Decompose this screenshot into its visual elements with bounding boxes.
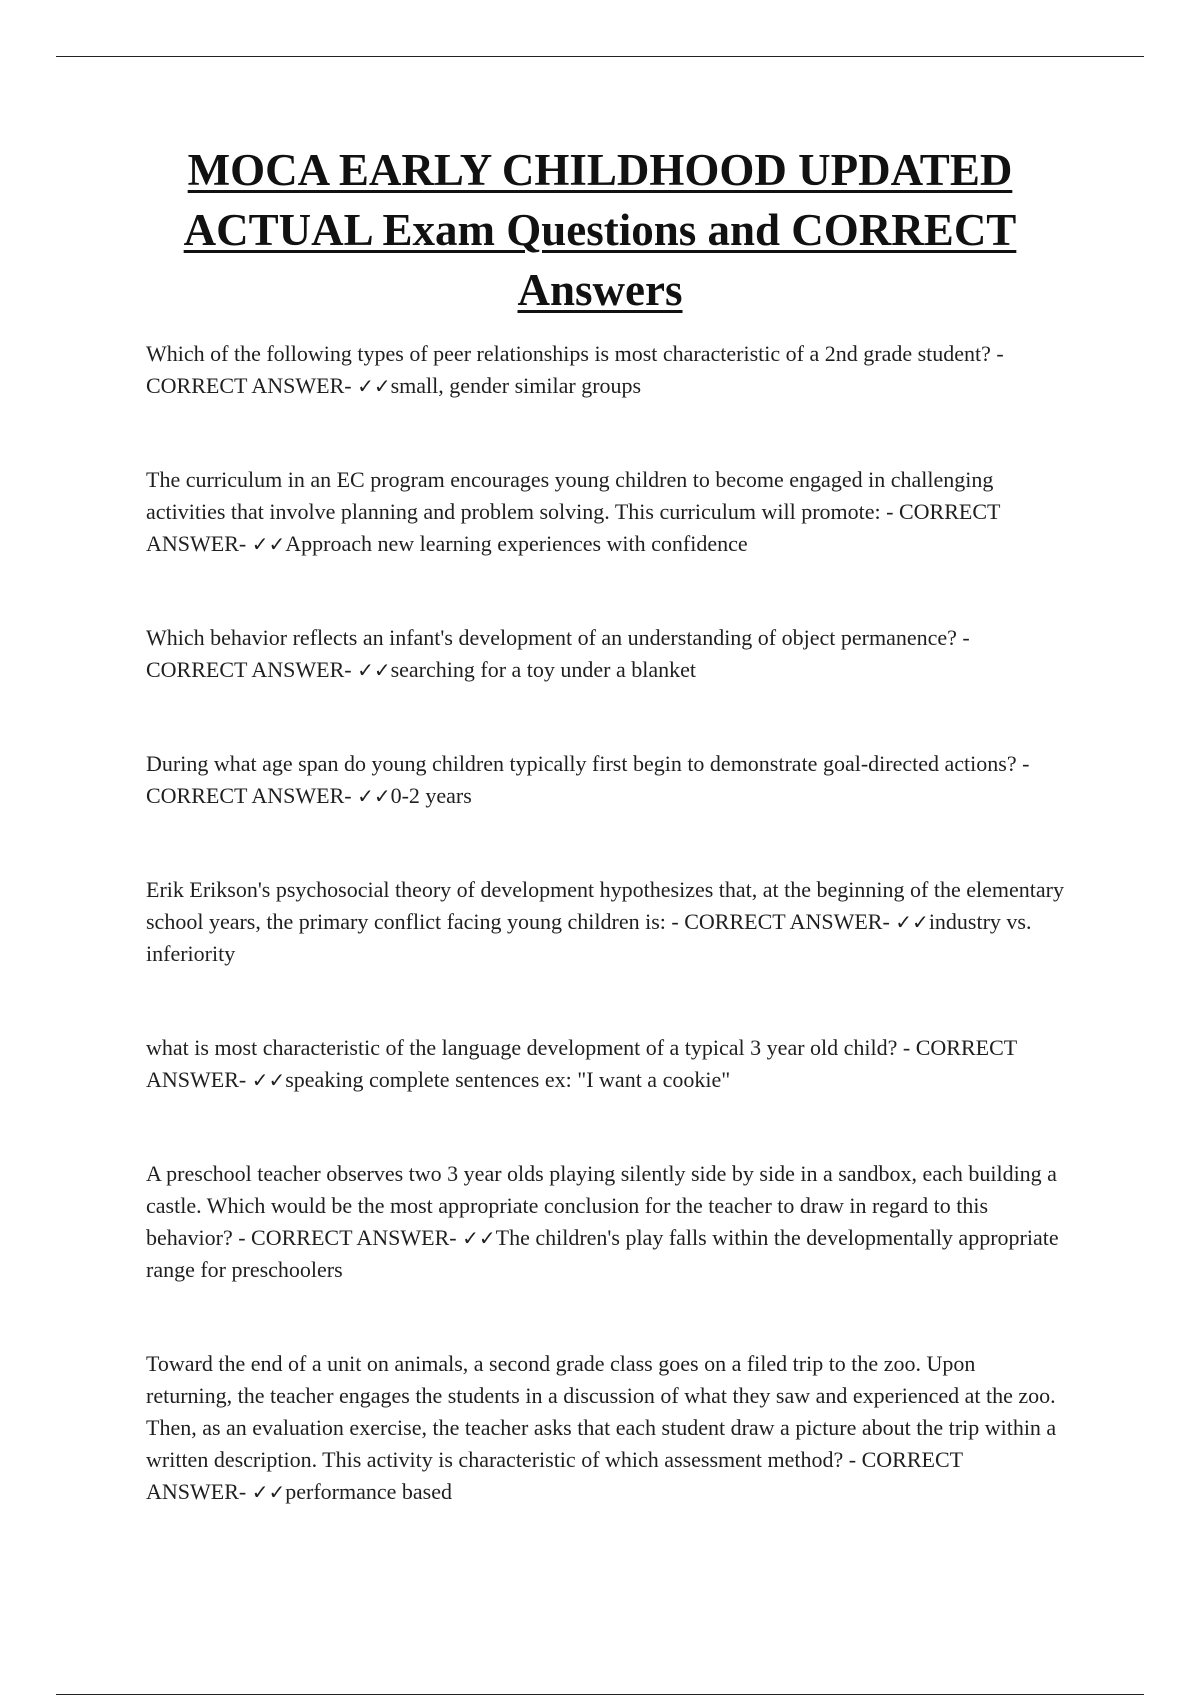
answer-text: small, gender similar groups xyxy=(390,373,642,398)
answer-text: searching for a toy under a blanket xyxy=(390,657,697,682)
page-title: MOCA EARLY CHILDHOOD UPDATED ACTUAL Exam Questions and CORRECT Answers xyxy=(183,145,1017,315)
answer-prefix: - CORRECT ANSWER- xyxy=(146,499,1001,556)
answer-prefix: - CORRECT ANSWER- xyxy=(146,625,970,682)
qa-item xyxy=(146,1158,1066,1286)
double-check-icon: ✓✓ xyxy=(251,1480,286,1504)
question-text: Erik Erikson's psychosocial theory of development hypothesizes that, at the beginning of the elementary school years, the primary conflict facing young children is: xyxy=(146,877,1064,934)
answer-prefix: - CORRECT ANSWER- xyxy=(146,1035,1017,1092)
question-text: A preschool teacher observes two 3 year olds playing silently side by side in a sandbox, each building a castle. Which would be the most appropriate conclusion for the teacher to draw in regard to this behavior? xyxy=(146,1161,1057,1250)
bottom-rule xyxy=(56,1694,1144,1695)
double-check-icon: ✓✓ xyxy=(357,784,391,808)
answer-text: The children's play falls within the developmentally appropriate range for preschoolers xyxy=(146,1225,1059,1282)
qa-item xyxy=(146,464,1066,560)
double-check-icon: ✓✓ xyxy=(251,532,286,556)
question-text: Which behavior reflects an infant's development of an understanding of object permanence? xyxy=(146,625,957,650)
answer-prefix: - CORRECT ANSWER- xyxy=(146,1447,963,1504)
double-check-icon: ✓✓ xyxy=(251,1068,286,1092)
qa-list xyxy=(146,338,1066,1570)
question-text: what is most characteristic of the language development of a typical 3 year old child? xyxy=(146,1035,898,1060)
double-check-icon: ✓✓ xyxy=(357,658,391,682)
top-rule xyxy=(56,56,1144,57)
double-check-icon: ✓✓ xyxy=(357,374,391,398)
double-check-icon: ✓✓ xyxy=(895,910,929,934)
question-text: Toward the end of a unit on animals, a second grade class goes on a filed trip to the zoo. Upon returning, the teacher engages the students in a discussion of what they saw and experienced at the zoo. Then, as an evaluation exercise, the teacher asks that each student draw a picture about the trip within a written description. This activity is characteristic of which assessment method? xyxy=(146,1351,1057,1472)
double-check-icon: ✓✓ xyxy=(462,1226,496,1250)
answer-prefix: - CORRECT ANSWER- xyxy=(146,341,1004,398)
answer-text: industry vs. inferiority xyxy=(146,909,1032,966)
qa-item xyxy=(146,1032,1066,1096)
qa-item xyxy=(146,1348,1066,1508)
qa-item xyxy=(146,622,1066,686)
question-text: The curriculum in an EC program encourages young children to become engaged in challenging activities that involve planning and problem solving. This curriculum will promote: xyxy=(146,467,994,524)
question-text: During what age span do young children typically first begin to demonstrate goal-directed actions? xyxy=(146,751,1017,776)
qa-item xyxy=(146,874,1066,970)
answer-prefix: - CORRECT ANSWER- xyxy=(146,751,1030,808)
answer-prefix: - CORRECT ANSWER- xyxy=(238,1225,457,1250)
answer-text: speaking complete sentences ex: "I want a cookie" xyxy=(285,1067,731,1092)
answer-prefix: - CORRECT ANSWER- xyxy=(671,909,890,934)
qa-item xyxy=(146,748,1066,812)
answer-text: performance based xyxy=(285,1479,452,1504)
answer-text: 0-2 years xyxy=(390,783,472,808)
answer-text: Approach new learning experiences with confidence xyxy=(285,531,748,556)
qa-item xyxy=(146,338,1066,402)
question-text: Which of the following types of peer relationships is most characteristic of a 2nd grade student? xyxy=(146,341,991,366)
